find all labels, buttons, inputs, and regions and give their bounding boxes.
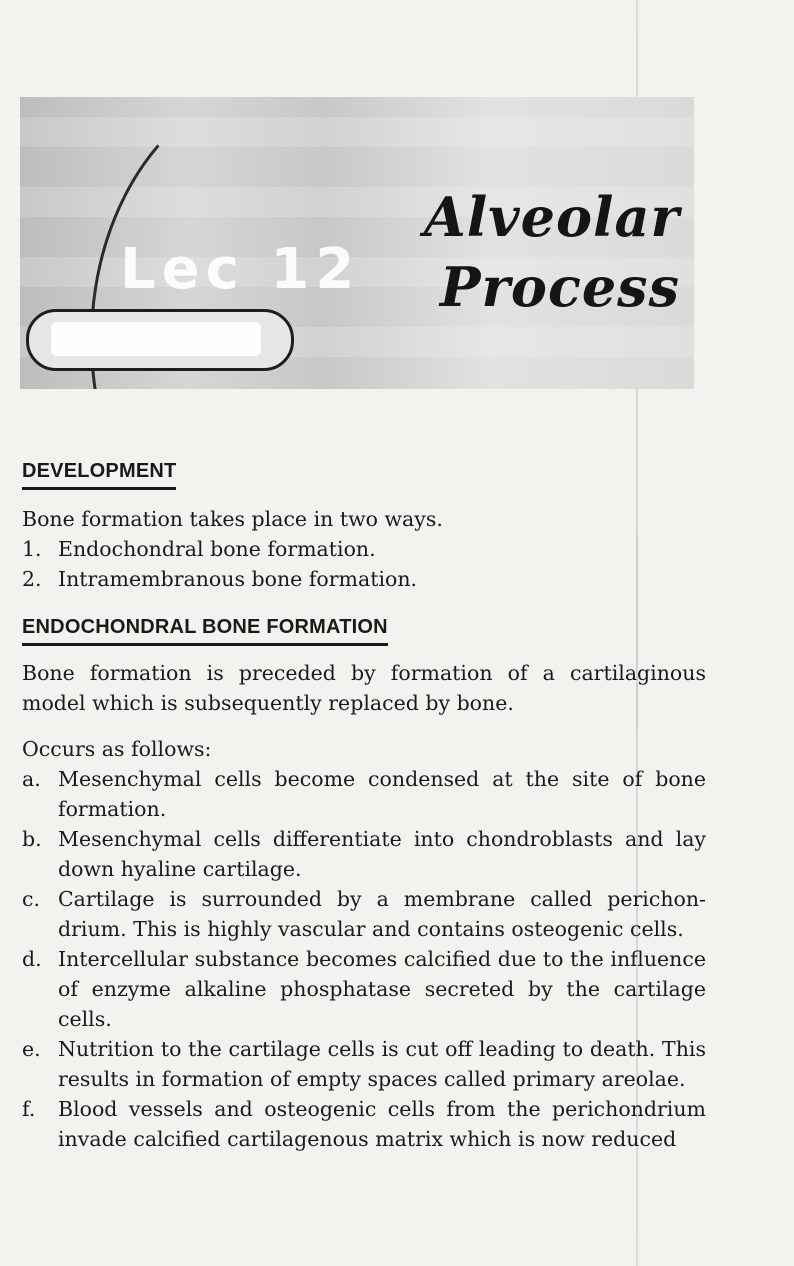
list-item-text: Intramembranous bone formation.	[58, 567, 418, 591]
chapter-title-line-2: Process	[439, 255, 680, 319]
lecture-tag: Lec 12	[120, 237, 361, 302]
step-item-marker: e.	[22, 1037, 41, 1061]
step-item	[22, 944, 706, 1034]
step-item-text: Cartilage is surrounded by a membrane called perichon-drium. This is highly vascular and contains osteogenic cells.	[58, 887, 706, 941]
chapter-header-banner	[20, 97, 694, 389]
chapter-title-line-1: Alveolar	[423, 185, 680, 249]
chapter-number-pill	[26, 309, 294, 371]
endochondral-section	[22, 616, 706, 1154]
step-item	[22, 824, 706, 884]
list-item-marker: 2.	[22, 567, 42, 591]
step-item-marker: b.	[22, 827, 42, 851]
step-item	[22, 1094, 706, 1154]
development-heading: DEVELOPMENT	[22, 460, 176, 490]
redaction-blot	[51, 322, 261, 356]
step-item-text: Mesenchymal cells differentiate into chondroblasts and lay down hyaline cartilage.	[58, 827, 706, 881]
step-item-text: Nutrition to the cartilage cells is cut off leading to death. This results in formation of empty spaces called primary areolae.	[58, 1037, 706, 1091]
step-item	[22, 884, 706, 944]
step-item-marker: c.	[22, 887, 40, 911]
step-item-marker: f.	[22, 1097, 36, 1121]
step-item-text: Mesenchymal cells become condensed at the site of bone formation.	[58, 767, 706, 821]
endochondral-steps	[22, 764, 706, 1154]
list-item-marker: 1.	[22, 537, 42, 561]
step-item	[22, 1034, 706, 1094]
step-item-marker: d.	[22, 947, 42, 971]
step-item-marker: a.	[22, 767, 41, 791]
endochondral-paragraph: Bone formation is preceded by formation of a cartilaginous model which is subsequently replaced by bone.	[22, 661, 706, 715]
development-section	[22, 460, 706, 594]
step-item-text: Intercellular substance becomes calcified due to the influence of enzyme alkaline phosphatase secreted by the cartilage cells.	[58, 947, 706, 1031]
development-list	[22, 534, 706, 594]
step-item	[22, 764, 706, 824]
development-intro: Bone formation takes place in two ways.	[22, 507, 443, 531]
step-item-text: Blood vessels and osteogenic cells from the perichondrium invade calcified cartilagenous matrix which is now reduced	[58, 1097, 706, 1151]
list-item	[22, 564, 706, 594]
occurs-label: Occurs as follows:	[22, 737, 212, 761]
list-item-text: Endochondral bone formation.	[58, 537, 376, 561]
endochondral-heading: ENDOCHONDRAL BONE FORMATION	[22, 616, 388, 646]
page-body	[22, 460, 706, 1154]
list-item	[22, 534, 706, 564]
